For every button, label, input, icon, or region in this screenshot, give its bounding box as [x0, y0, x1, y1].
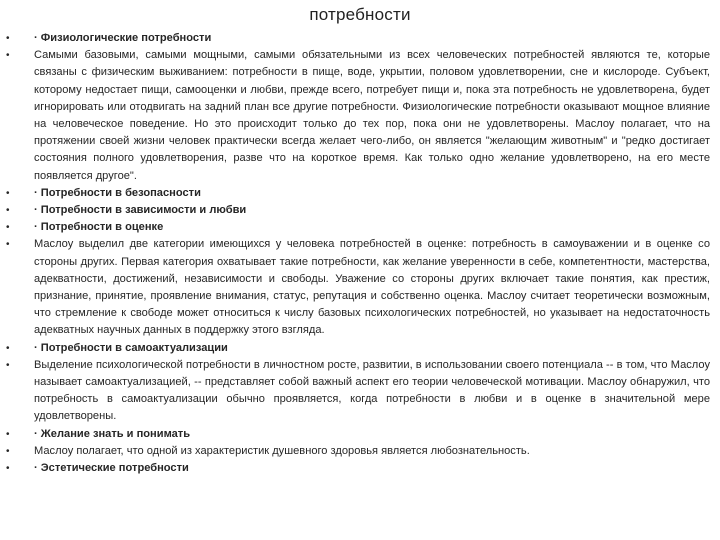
bullet-icon: • [6, 33, 10, 44]
bullet-icon: • [6, 187, 10, 199]
bullet-icon: • [6, 445, 10, 457]
list-item-paragraph [6, 236, 714, 339]
bullet-icon: • [6, 463, 10, 475]
bullet-list [6, 30, 714, 477]
list-item-heading [6, 219, 714, 236]
list-item-heading [6, 202, 714, 219]
paragraph-text: Самыми базовыми, самыми мощными, самыми обязательными из всех человеческих потребностей являются те, которые связаны с физическим выживанием: потребности в пище, воде, укрытии, половом удовлетворении, сне и кислороде. Субъект, которому недостает пищи, самооценки и любви, прежде всего, потребует пищи и, пока эта потребность не удовлетворена, будет игнорировать или отодвигать на задний план все другие потребности. Физиологические потребности оказывают мощное влияние на человеческое поведение. Но это происходит только до тех пор, пока они не удовлетворены. Маслоу полагает, что на протяжении своей жизни человек практически всегда желает чего-либо, он является "желающим животным" и "редко достигает состояния полного удовлетворения, разве что на короткое время. Как только одно желание удовлетворено, на его месте появляется другое". [34, 49, 710, 182]
paragraph-text: Маслоу полагает, что одной из характеристик душевного здоровья является любознательность. [34, 444, 530, 457]
section-heading: · Желание знать и понимать [34, 427, 191, 440]
list-item-paragraph [6, 443, 714, 460]
list-item-heading [6, 426, 714, 443]
section-heading: · Потребности в безопасности [34, 186, 201, 199]
list-item-heading [6, 185, 714, 202]
list-item-heading [6, 30, 714, 47]
bullet-icon: • [6, 239, 10, 251]
list-item-heading [6, 460, 714, 477]
section-heading: · Потребности в зависимости и любви [34, 204, 247, 217]
list-item-heading [6, 340, 714, 357]
bullet-icon: • [6, 428, 10, 440]
bullet-icon: • [6, 205, 10, 217]
bullet-icon: • [6, 222, 10, 234]
bullet-icon: • [6, 359, 10, 371]
list-item-paragraph [6, 47, 714, 185]
bullet-icon: • [6, 50, 10, 62]
slide-title: потребности [309, 5, 411, 24]
section-heading: · Потребности в оценке [34, 221, 164, 234]
section-heading: · Физиологические потребности [34, 32, 212, 44]
paragraph-text: Маслоу выделил две категории имеющихся у человека потребностей в оценке: потребность в самоуважении и в оценке со стороны других. Первая категория охватывает такие потребности, как желание уверенности в себе, компетентности, мастерства, адекватности, достижений, независимости и свободы. Уважение со стороны других включает такие понятия, как престиж, признание, принятие, проявление внимания, статус, репутация и собственно оценка. Маслоу считает теоретически возможным, что стремление к свободе может относиться к числу базовых психологических потребностей, но указывает на недостаточность адекватных научных данных в поддержку этого взгляда. [34, 238, 710, 337]
paragraph-text: Выделение психологической потребности в личностном росте, развитии, в использовании своего потенциала -- в том, что Маслоу называет самоактуализацией, -- представляет собой важный аспект его теории человеческой мотивации. Маслоу обнаружил, что потребность в самоактуализации обычно проявляется, когда потребности в любви и в оценке в значительной мере удовлетворены. [34, 358, 710, 423]
section-heading: · Потребности в самоактуализации [34, 341, 228, 354]
bullet-icon: • [6, 342, 10, 354]
list-item-paragraph [6, 357, 714, 426]
section-heading: · Эстетические потребности [34, 462, 189, 475]
